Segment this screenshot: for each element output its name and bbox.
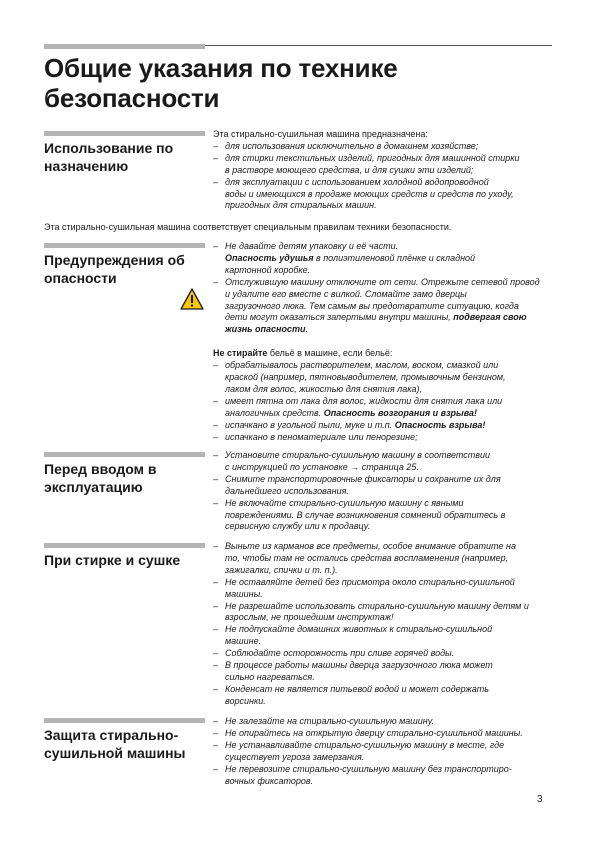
danger-text: подвергая свою [453, 312, 527, 323]
list-item: – Соблюдайте осторожность при сливе горячей воды. [213, 648, 455, 659]
danger-text: жизнь опасности [225, 324, 306, 335]
section-heading-intended-use: Использование по назначению [44, 140, 174, 174]
list-item: – Не перевозите стирально-сушильную машину без транспортиро- [213, 763, 512, 774]
list-item: – испачкано в угольной пыли, муке и т.п. Опасность взрыва! [213, 419, 486, 430]
list-item: – Конденсат не является питьевой водой и может содержать [213, 683, 489, 694]
warning-triangle-icon [180, 288, 204, 310]
conformity-note: Эта стирально-сушильная машина соответствует специальным правилам техники безопасности. [44, 222, 452, 232]
section-heading-machine-protection: Защита стирально- сушильной машины [44, 727, 186, 761]
list-item: – испачкано в пеноматериале или пенорезине; [213, 431, 418, 442]
list-item: – для эксплуатации с использованием холодной водопроводной [213, 176, 489, 187]
list-item: – Не давайте детям упаковку и её части. [213, 241, 399, 251]
section-body-washing-drying: – Выньте из карманов все предметы, особое внимание обратите на то, чтобы там не остались средства воспламенения (например, зажигалки, спички и т. п.). – Не оставляйте детей без присмотра около стирально-сушильной машины. – Не разрешайте использовать стирально-сушильную машину детям и взрослым, не прошедшим инструктаж! – Не подпускайте домашних животных к стирально-сушильной машине. – Соблюдайте осторожность при сливе горячей воды. – В процессе работы машины дверца загрузочного люка может сильно нагреваться. – Конденсат не является питьевой водой и может содержать ворсинки. [213, 541, 553, 708]
section-bar-machine-protection [44, 718, 205, 723]
section-bar-warnings [44, 243, 205, 248]
section-heading-washing-drying: При стирке и сушке [44, 552, 181, 568]
list-item: – Не оставляйте детей без присмотра около стирально-сушильной [213, 576, 515, 587]
list-item: – Снимите транспортировочные фиксаторы и сохраните их для [213, 473, 501, 484]
list-item: – для использования исключительно в домашнем хозяйстве; [213, 140, 479, 151]
list-item: – В процессе работы машины дверца загрузочного люка может [213, 660, 493, 671]
section-heading-warnings: Предупреждения об опасности [44, 252, 185, 286]
list-item: – обрабатывалось растворителем, маслом, воском, смазкой или [213, 360, 499, 371]
section-heading-before-use: Перед вводом в эксплуатацию [44, 461, 157, 495]
do-not-wash-text: Не стирайте [213, 348, 268, 359]
danger-text: Опасность удушья [225, 252, 314, 263]
list-item: – Не устанавливайте стирально-сушильную машину в месте, где [213, 739, 505, 750]
list-item: – имеет пятна от лака для волос, жидкости для снятия лака или [213, 395, 503, 406]
list-item: – Не подпускайте домашних животных к стирально-сушильной [213, 624, 493, 635]
page-title: Общие указания по технике безопасности [44, 53, 398, 113]
list-item: – Не залезайте на стирально-сушильную машину. [213, 716, 435, 726]
section-bar-before-use [44, 452, 205, 457]
list-item: – Не разрешайте использовать стирально-сушильную машину детям и [213, 600, 529, 611]
list-item: – Выньте из карманов все предметы, особое внимание обратите на [213, 541, 516, 551]
section-bar-intended-use [44, 131, 205, 136]
danger-text: Опасность возгорания и взрыва! [323, 407, 478, 418]
danger-text: Опасность взрыва! [394, 419, 486, 430]
section-bar-washing-drying [44, 543, 205, 548]
top-rule-line [205, 45, 552, 46]
list-item: – для стирки текстильных изделий, пригодных для машинной стирки [213, 152, 520, 163]
list-item: – Не включайте стирально-сушильную машину с явными [213, 497, 464, 508]
section-body-intended-use: Эта стирально-сушильная машина предназначена: – для использования исключительно в домашнем хозяйстве; – для стирки текстильных изделий, пригодных для машинной стирки в растворе моющего средства, и для сушки эти изделий; – для эксплуатации с использованием холодной водопроводной воды и имеющихся в продаже моющих средств и средств по уходу, пригодных для стиральных машин. [213, 129, 553, 212]
list-item: – Не опирайтесь на открытую дверцу стирально-сушильной машины. [213, 727, 523, 738]
page-number: 3 [537, 794, 543, 805]
top-rule-bar [44, 44, 205, 49]
list-item: – Отслужившую машину отключите от сети. Отрежьте сетевой провод [213, 276, 540, 287]
section-body-before-use: – Установите стирально-сушильную машину в соответствии с инструкцией по установке → страница 25. – Снимите транспортировочные фиксаторы и сохраните их для дальнейшего использования. – Не включайте стирально-сушильную машину с явными повреждениями. В случае возникновения сомнений обратитесь в сервисную службу или к продавцу. [213, 450, 553, 533]
section-body-machine-protection: – Не залезайте на стирально-сушильную машину. – Не опирайтесь на открытую дверцу стирально-сушильной машины. – Не устанавливайте стирально-сушильную машину в месте, где существует угроза замерзания. – Не перевозите стирально-сушильную машину без транспортиро- вочных фиксаторов. [213, 716, 553, 787]
section-body-warnings: – Не давайте детям упаковку и её части. Опасность удушья в полиэтиленовой плёнке и складной картонной коробке. – Отслужившую машину отключите от сети. Отрежьте сетевой провод и удалите его вместе с вилкой. Сломайте замо дверцы загрузочного люка. Тем самым вы предотвратите ситуацию, когда дети могут оказаться запертыми внутри машины, подвергая свою жизнь опасности. Не стирайте бельё в машине, если бельё: – обрабатывалось растворителем, маслом, воском, смазкой или краской (например, пятновыводителем, промывочным бензином, лаком для волос, жикостью для снятия лака), – имеет пятна от лака для волос, жидкости для снятия лака или аналогичных средств. Опасность возгорания и взрыва! – испачкано в угольной пыли, муке и т.п. Опасность взрыва! – испачкано в пеноматериале или пенорезине; [213, 241, 553, 444]
list-item: – Установите стирально-сушильную машину в соответствии [213, 450, 491, 460]
